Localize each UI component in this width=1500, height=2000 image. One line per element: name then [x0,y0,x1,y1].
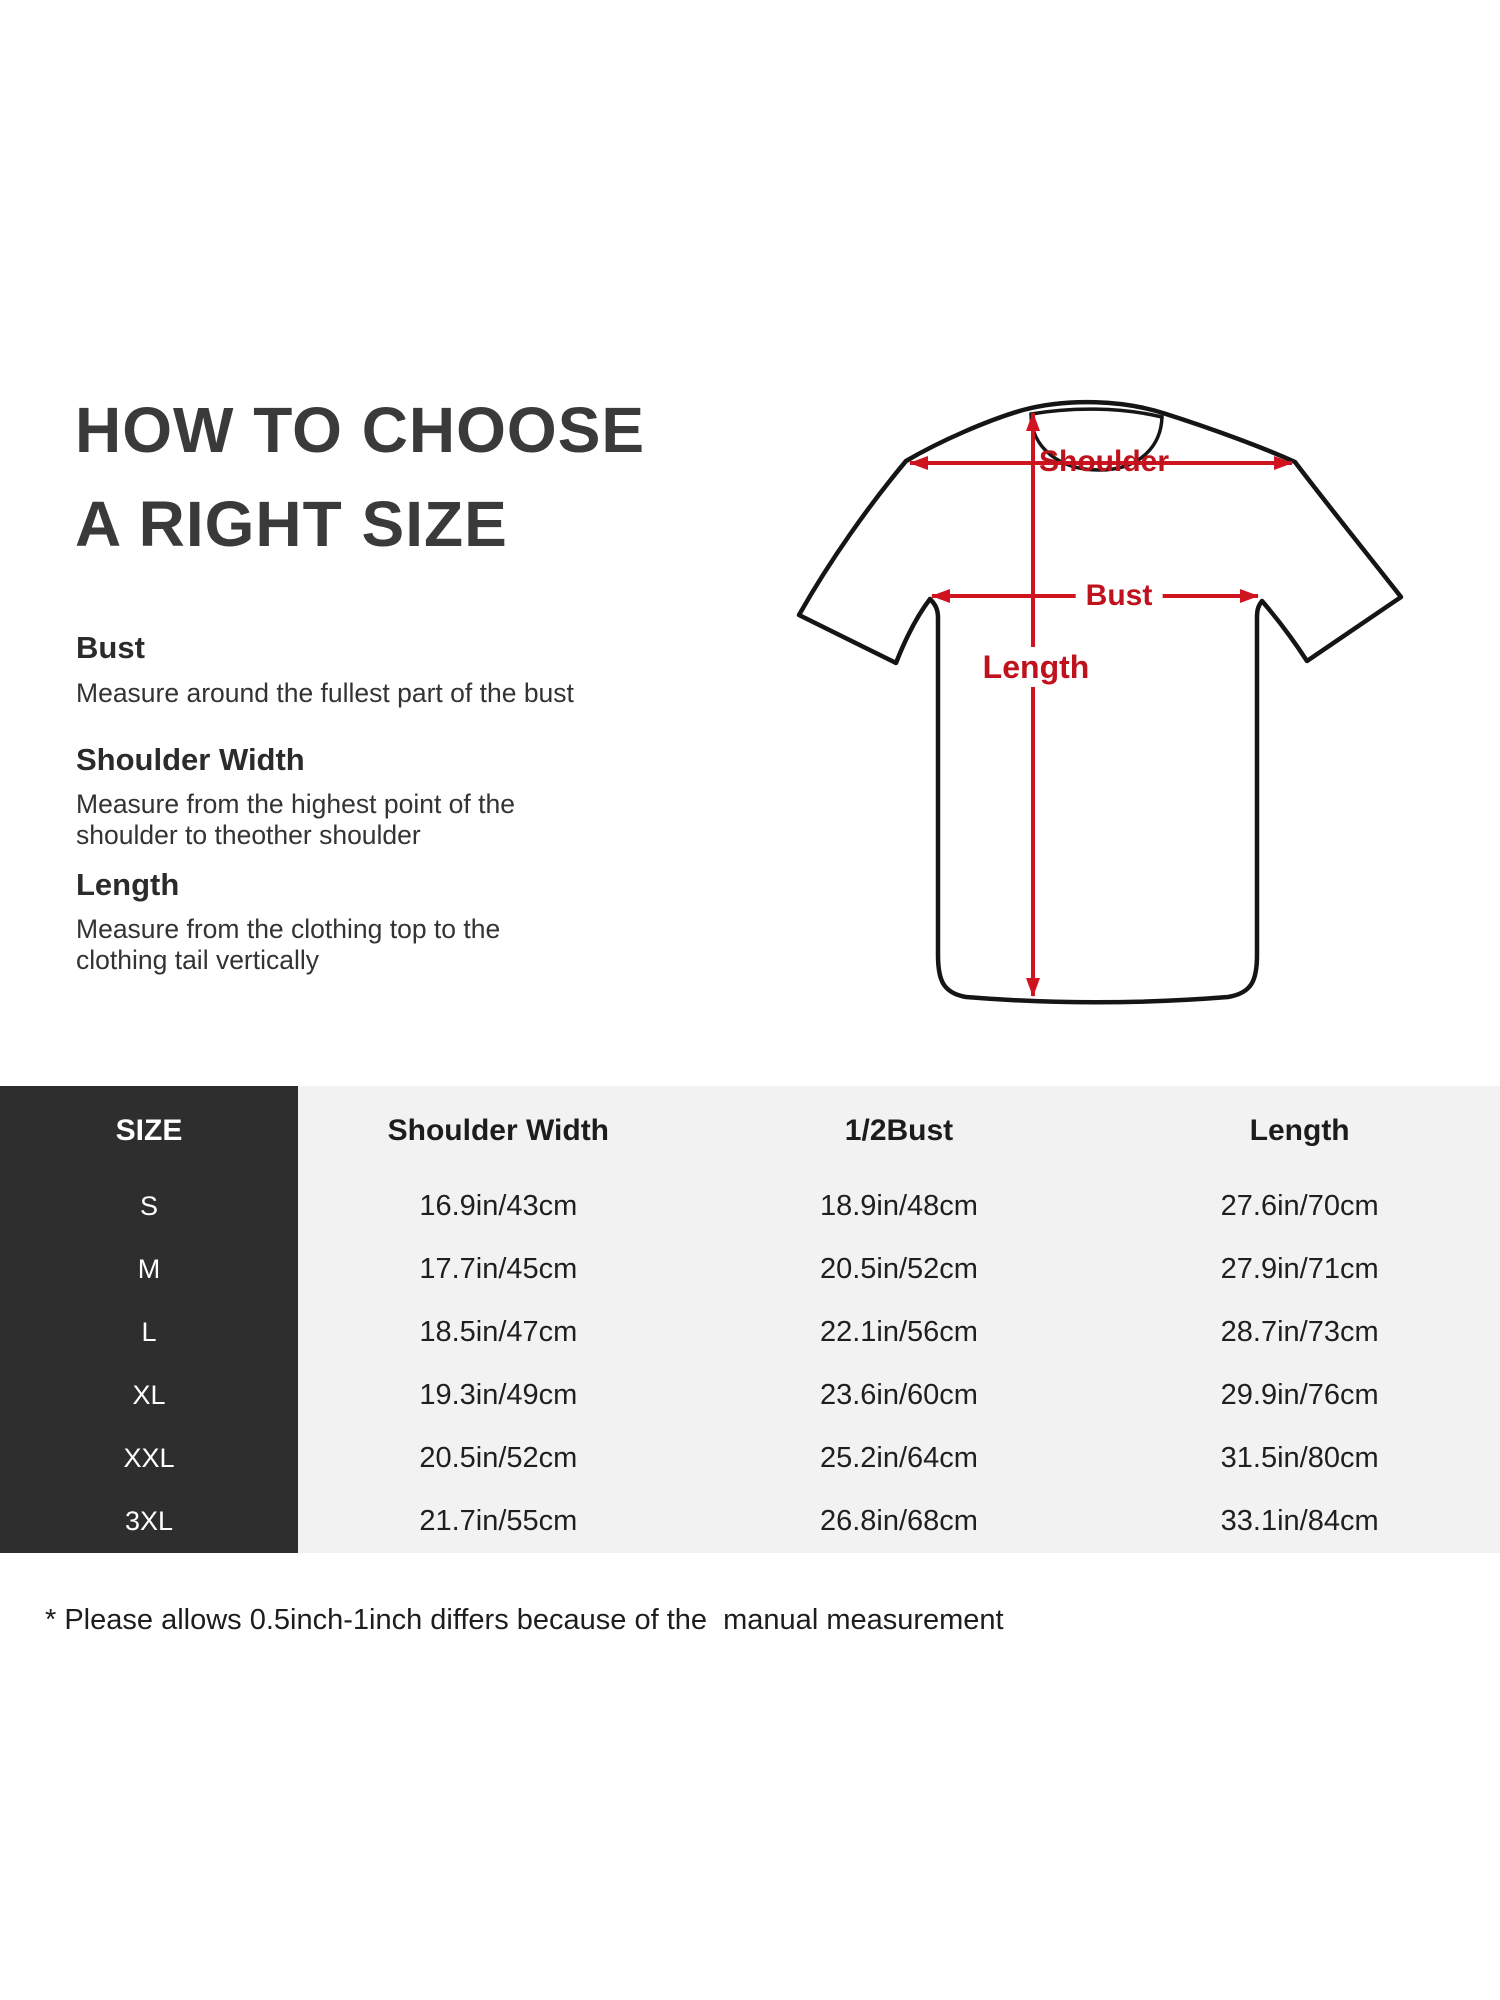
length-value-3xl: 33.1in/84cm [1099,1490,1500,1553]
length-value-l: 28.7in/73cm [1099,1301,1500,1364]
size-table-header-half-bust: 1/2Bust [699,1086,1100,1175]
half-bust-value-l: 22.1in/56cm [699,1301,1100,1364]
half-bust-value-s: 18.9in/48cm [699,1175,1100,1238]
tshirt-outline [799,402,1401,1002]
shoulder-width-heading: Shoulder Width [76,742,305,777]
page-title-line-1: HOW TO CHOOSE [75,394,646,466]
shoulder-width-value-l: 18.5in/47cm [298,1301,699,1364]
size-label-s: S [0,1175,298,1238]
shoulder-width-value-xl: 19.3in/49cm [298,1364,699,1427]
length-description-line-1: Measure from the clothing top to the [76,914,501,944]
size-label-m: M [0,1238,298,1301]
length-value-xl: 29.9in/76cm [1099,1364,1500,1427]
shoulder-width-value-3xl: 21.7in/55cm [298,1490,699,1553]
size-label-3xl: 3XL [0,1490,298,1553]
bust-description [76,678,574,709]
shoulder-width-value-m: 17.7in/45cm [298,1238,699,1301]
length-description-line-2: clothing tail vertically [76,945,320,975]
length-value-s: 27.6in/70cm [1099,1175,1500,1238]
half-bust-value-m: 20.5in/52cm [699,1238,1100,1301]
page-title-line-2: A RIGHT SIZE [75,488,508,560]
measurement-footnote: * Please allows 0.5inch-1inch differs because of the manual measurement [45,1604,1004,1636]
page-title [75,383,645,571]
shoulder-width-description-line-1: Measure from the highest point of the [76,789,515,819]
half-bust-value-3xl: 26.8in/68cm [699,1490,1100,1553]
length-arrow-label: Length [973,647,1100,687]
length-value-xxl: 31.5in/80cm [1099,1427,1500,1490]
length-heading: Length [76,867,180,902]
length-description [76,914,500,976]
size-label-xl: XL [0,1364,298,1427]
half-bust-value-xl: 23.6in/60cm [699,1364,1100,1427]
size-label-xxl: XXL [0,1427,298,1490]
size-table-header-size: SIZE [0,1086,298,1175]
shoulder-width-value-xxl: 20.5in/52cm [298,1427,699,1490]
size-table [0,1086,1500,1553]
size-table-header-shoulder-width: Shoulder Width [298,1086,699,1175]
bust-description-line-1: Measure around the fullest part of the bust [76,678,574,708]
shoulder-width-description [76,789,515,851]
bust-heading: Bust [76,630,145,665]
half-bust-value-xxl: 25.2in/64cm [699,1427,1100,1490]
size-table-header-length: Length [1099,1086,1500,1175]
length-value-m: 27.9in/71cm [1099,1238,1500,1301]
size-label-l: L [0,1301,298,1364]
shoulder-width-description-line-2: shoulder to theother shoulder [76,820,421,850]
shoulder-width-value-s: 16.9in/43cm [298,1175,699,1238]
shoulder-arrow-label: Shoulder [1038,445,1170,478]
bust-arrow-label: Bust [1076,577,1163,615]
